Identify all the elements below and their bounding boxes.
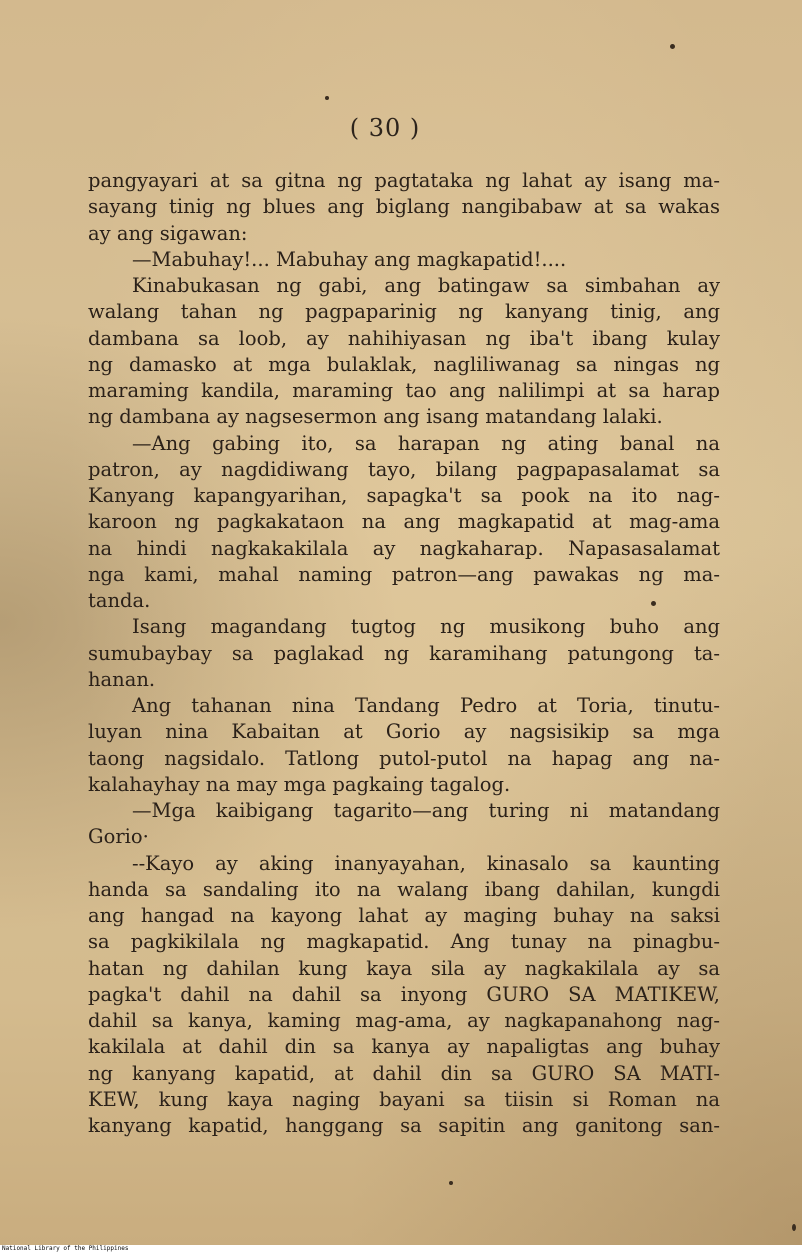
- text-line: —Mabuhay!... Mabuhay ang magkapatid!....: [132, 247, 567, 271]
- text-line: sa pagkikilala ng magkapatid. Ang tunay na pinagbu-: [88, 930, 720, 954]
- text-line: tanda.: [88, 589, 151, 612]
- text-line: KEW, kung kaya naging bayani sa tiisin si Roman na: [88, 1087, 720, 1111]
- text-line: handa sa sandaling ito na walang ibang dahilan, kungdi: [88, 877, 720, 901]
- text-line: —Mga kaibigang tagarito—ang turing ni matandang: [132, 799, 720, 822]
- footer-credit: National Library of the Philippines: [2, 1245, 129, 1252]
- text-line: pangyayari at sa gitna ng pagtataka ng lahat ay isang ma-: [88, 169, 720, 192]
- text-line: --Kayo ay aking inanyayahan, kinasalo sa kaunting: [132, 851, 720, 875]
- text-line: walang tahan ng pagpaparinig ng kanyang tinig, ang: [88, 300, 720, 324]
- page-body-text: [88, 168, 720, 1139]
- text-line: kalahayhay na may mga pagkaing tagalog.: [88, 772, 511, 796]
- text-line: dambana sa loob, ay nahihiyasan ng iba't ibang kulay: [88, 326, 720, 350]
- text-line: ang hangad na kayong lahat ay maging buhay na saksi: [88, 904, 720, 927]
- text-line: hatan ng dahilan kung kaya sila ay nagkakilala ay sa: [88, 956, 720, 980]
- paper-speck: [651, 601, 656, 606]
- text-line: ng kanyang kapatid, at dahil din sa GURO SA MATI-: [88, 1061, 720, 1085]
- text-line: hanan.: [88, 667, 156, 691]
- text-line: Isang magandang tugtog ng musikong buho ang: [132, 615, 720, 639]
- page-number: ( 30 ): [349, 114, 421, 142]
- text-line: Ang tahanan nina Tandang Pedro at Toria, tinutu-: [132, 694, 720, 717]
- text-line: taong nagsidalo. Tatlong putol-putol na hapag ang na-: [88, 746, 720, 770]
- text-line: dahil sa kanya, kaming mag-ama, ay nagkapanahong nag-: [88, 1009, 720, 1032]
- text-line: kanyang kapatid, hanggang sa sapitin ang ganitong san-: [88, 1114, 720, 1137]
- text-line: sumubaybay sa paglakad ng karamihang patungong ta-: [88, 641, 720, 665]
- text-line: Kinabukasan ng gabi, ang batingaw sa simbahan ay: [132, 274, 720, 297]
- paper-speck: [325, 96, 329, 100]
- paper-speck: [792, 1224, 796, 1231]
- text-line: ng damasko at mga bulaklak, nagliliwanag sa ningas ng: [88, 352, 720, 376]
- text-line: maraming kandila, maraming tao ang nalilimpi at sa harap: [88, 379, 720, 402]
- text-line: Kanyang kapangyarihan, sapagka't sa pook na ito nag-: [88, 484, 720, 507]
- text-line: nga kami, mahal naming patron—ang pawakas ng ma-: [88, 562, 720, 586]
- text-line: sayang tinig ng blues ang biglang nangibabaw at sa wakas: [88, 195, 720, 219]
- text-line: —Ang gabing ito, sa harapan ng ating banal na: [132, 431, 720, 455]
- text-line: ng dambana ay nagsesermon ang isang matandang lalaki.: [88, 405, 663, 429]
- paper-speck: [449, 1181, 453, 1185]
- text-line: pagka't dahil na dahil sa inyong GURO SA MATIKEW,: [88, 982, 720, 1006]
- text-line: patron, ay nagdidiwang tayo, bilang pagpapasalamat sa: [88, 457, 720, 481]
- paper-speck: [670, 44, 675, 49]
- text-line: Gorio·: [88, 825, 149, 849]
- text-line: karoon ng pagkakataon na ang magkapatid at mag-ama: [88, 510, 720, 534]
- text-line: luyan nina Kabaitan at Gorio ay nagsisikip sa mga: [88, 720, 720, 744]
- text-line: kakilala at dahil din sa kanya ay napaligtas ang buhay: [88, 1035, 720, 1059]
- text-line: ay ang sigawan:: [88, 221, 248, 245]
- text-line: na hindi nagkakakilala ay nagkaharap. Napasasalamat: [88, 536, 720, 560]
